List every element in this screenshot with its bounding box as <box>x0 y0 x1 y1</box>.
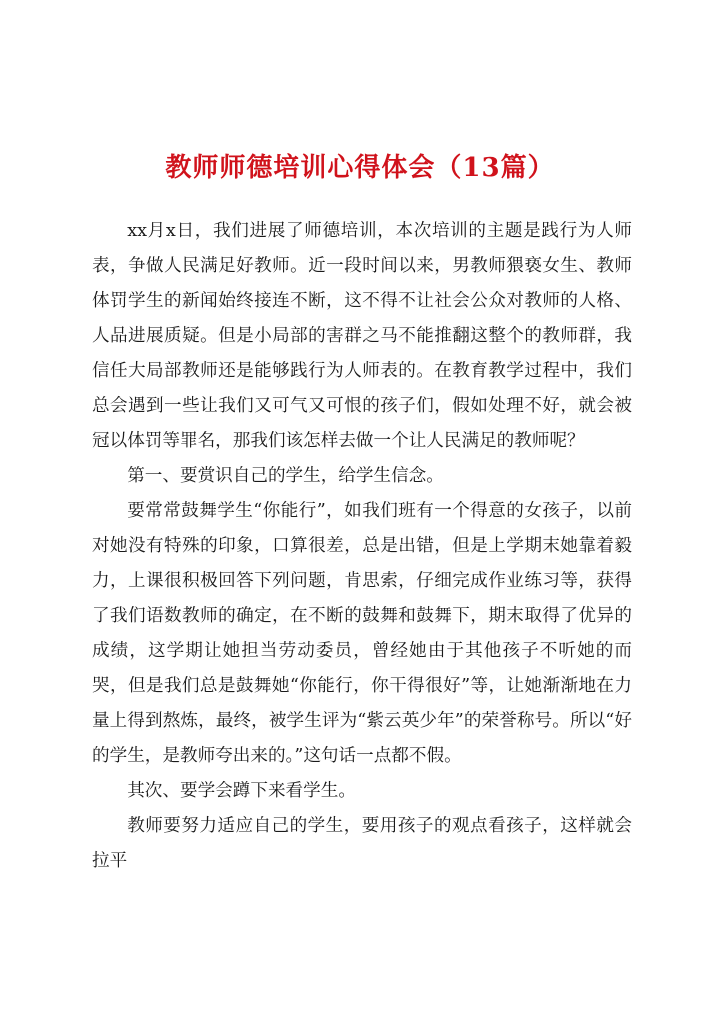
document-title: 教师师德培训心得体会（13篇） <box>165 153 555 183</box>
paragraph: 教师要努力适应自己的学生，要用孩子的观点看孩子，这样就会拉平 <box>92 816 632 871</box>
paragraph: 要常常鼓舞学生“你能行”，如我们班有一个得意的女孩子，以前对她没有特殊的印象，口算很差，总是出错，但是上学期末她靠着毅力，上课很积极回答下列问题，肯思索，仔细完成作业练习等，获得了我们语数教师的确定，在不断的鼓舞和鼓舞下，期末取得了优异的成绩，这学期让她担当劳动委员，曾经她由于其他孩子不听她的而哭，但是我们总是鼓舞她“你能行，你干得很好”等，让她渐渐地在力量上得到熬炼，最终，被学生评为“紫云英少年”的荣誉称号。所以“好的学生，是教师夸出来的。”这句话一点都不假。 <box>92 501 632 766</box>
document-body <box>92 214 632 879</box>
paragraph: xx月x日，我们进展了师德培训，本次培训的主题是践行为人师表，争做人民满足好教师。近一段时间以来，男教师猥亵女生、教师体罚学生的新闻始终接连不断，这不得不让社会公众对教师的人格、人品进展质疑。但是小局部的害群之马不能推翻这整个的教师群，我信任大局部教师还是能够践行为人师表的。在教育教学过程中，我们总会遇到一些让我们又可气又可恨的孩子们，假如处理不好，就会被冠以体罚等罪名，那我们该怎样去做一个让人民满足的教师呢？ <box>92 221 632 451</box>
paragraph: 第一、要赏识自己的学生，给学生信念。 <box>127 466 444 486</box>
paragraph: 其次、要学会蹲下来看学生。 <box>127 781 356 801</box>
